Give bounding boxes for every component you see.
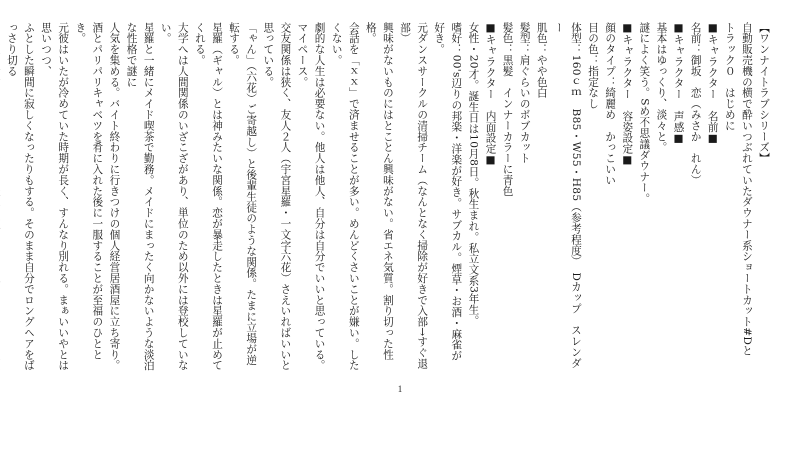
text-line: 髪色：黒髪 インナーカラーに青色 — [501, 22, 514, 197]
text-line: 元ダンスサークルの清掃チーム（なんとなく掃除が好きで入部→すぐ退部） — [399, 22, 429, 370]
text-line: トラック０ はじめに — [723, 22, 736, 131]
text-line: 謎によく笑う。Sめ不思議ダウナー。 — [638, 22, 651, 204]
text-line: 人気を集める。バイト終わりに行きつけの個人経営居酒屋に立ち寄り。 — [108, 22, 121, 371]
text-line: 顔のタイプ：綺麗め かっこいい — [604, 22, 617, 186]
text-line: 会話を「ｘｘ」で済ませることが多い。めんどくさいことが嫌い。したくない。 — [330, 22, 360, 371]
text-line: 星羅（ギャル）とは神みたいな関係。恋が暴走したときは星羅が止めてくれる。 — [193, 22, 223, 371]
text-line: 【ワンナイトラブシリーズ】 — [758, 22, 770, 164]
text-line: 興味がないものにはとことん興味がない。省エネ気質。割り切った性格。 — [364, 22, 394, 360]
text-line: 肌色：やや色白 — [535, 22, 548, 99]
text-line — [0, 22, 3, 372]
text-line: 嗜好：00's辺りの邦楽・洋楽が好き。サブカル。煙草・お酒・麻雀が好き。 — [433, 22, 463, 362]
text-line: 酒とパリパリキャベツを肴に入れた後に一服することが至福のひととき。 — [74, 22, 104, 360]
page-number: 1 — [397, 384, 403, 394]
text-line: 女性・20才。誕生日は10月8日。秋生まれ。私立文系3年生。 — [467, 22, 480, 326]
text-line: 星羅と一緒にメイド喫茶で勤務。メイドにまったく向かないような淡泊な性格で謎に — [125, 22, 155, 371]
text-line: ■キャラクター 声感■ — [672, 22, 685, 145]
text-line: 「ゃん」（六花）ご寄越し）と後輩生徒のような関係。たまに立場が逆転する。 — [228, 22, 258, 366]
text-line: 劇的な人生は必要ない。他人は他人、自分は自分でいいと思っている。マイペース。 — [296, 22, 326, 371]
text-line: 髪型：肩ぐらいのボブカット — [518, 22, 531, 164]
text-line: ■キャラクター 内面設定■ — [484, 22, 497, 167]
text-line: 名前：御坂 恋（みさか れん） — [689, 22, 702, 186]
document-body — [5, 22, 772, 372]
text-line: 自動販売機の横で酔いつぶれていたダウナー系ショートカット#Dと — [740, 22, 753, 357]
text-line: 体型：160ｃｍ B85・W55・H85（参考程度） Dカップ スレンダー — [552, 22, 582, 369]
text-line: 目の色：指定なし — [587, 22, 600, 110]
text-line: 基本はゆっくり、淡々と。 — [655, 22, 668, 153]
text-line: 大学へは人間関係のいざこざがあり、単位のため以外には登校していない。 — [159, 22, 189, 371]
text-line: 交友関係は狭く、友人２人（宇宮星羅・一文字六花）さえいればいいと思っている。 — [262, 22, 292, 371]
text-line: ■キャラクター 名前■ — [706, 22, 719, 145]
text-line: 元彼はいたが冷めていた時期が長く、すんなり別れる。まぁいいやとは思いつつ、 — [40, 22, 70, 371]
text-line: ■キャラクター 容姿設定■ — [621, 22, 634, 167]
text-line: ふとした瞬間に寂しくなったりもする。そのまま自分でロングヘアをばっさり切る — [5, 22, 35, 371]
